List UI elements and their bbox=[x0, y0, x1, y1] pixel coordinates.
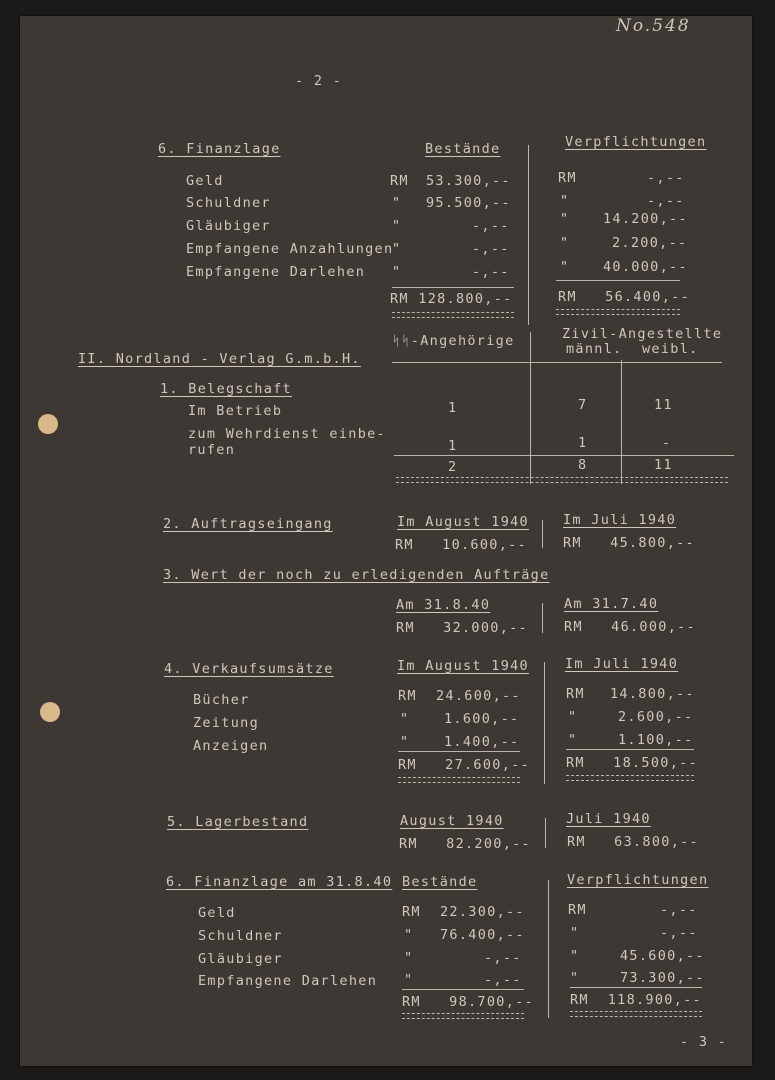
currency: " bbox=[404, 972, 414, 988]
punch-hole bbox=[40, 702, 60, 722]
value: RM 82.200,-- bbox=[399, 836, 531, 852]
header-rule bbox=[392, 362, 722, 363]
column-header: weibl. bbox=[642, 341, 699, 357]
row-label: Bücher bbox=[193, 692, 250, 708]
total-value: 11 bbox=[654, 457, 673, 473]
value: - bbox=[662, 435, 672, 451]
column-header: Zivil-Angestellte bbox=[562, 326, 723, 342]
column-header: Im Juli 1940 bbox=[563, 512, 677, 528]
double-underline bbox=[566, 775, 694, 781]
value: -,-- bbox=[472, 241, 510, 257]
value: 1 bbox=[448, 438, 458, 454]
currency: RM bbox=[566, 686, 585, 702]
row-label: zum Wehrdienst einbe- bbox=[188, 426, 386, 442]
row-label: Geld bbox=[186, 173, 224, 189]
value: 1.100,-- bbox=[618, 732, 694, 748]
currency: RM bbox=[390, 173, 409, 189]
sum-line bbox=[394, 455, 734, 456]
value: 14.200,-- bbox=[603, 211, 688, 227]
row-label: Schuldner bbox=[186, 195, 271, 211]
column-header: Im August 1940 bbox=[397, 514, 529, 530]
value: -,-- bbox=[660, 902, 698, 918]
column-header: Am 31.8.40 bbox=[396, 597, 491, 613]
total-value: 8 bbox=[578, 457, 588, 473]
column-divider bbox=[528, 145, 529, 325]
total-value: RM 27.600,-- bbox=[398, 757, 530, 773]
column-header: Im Juli 1940 bbox=[565, 656, 679, 672]
value: -,-- bbox=[647, 193, 685, 209]
section-heading: 6. Finanzlage bbox=[158, 141, 281, 157]
currency: " bbox=[568, 732, 578, 748]
column-divider bbox=[542, 520, 543, 548]
double-underline bbox=[392, 312, 514, 318]
row-label: Gläubiger bbox=[198, 951, 283, 967]
row-label: Empfangene Darlehen bbox=[198, 973, 378, 989]
double-underline bbox=[402, 1013, 524, 1019]
currency: RM bbox=[568, 902, 587, 918]
value: 1 bbox=[448, 400, 458, 416]
value: 2.600,-- bbox=[618, 709, 694, 725]
row-label: Empfangene Anzahlungen bbox=[186, 241, 394, 257]
value: RM 45.800,-- bbox=[563, 535, 695, 551]
row-label: Empfangene Darlehen bbox=[186, 264, 366, 280]
value: 7 bbox=[578, 397, 588, 413]
currency: " bbox=[560, 211, 570, 227]
value: -,-- bbox=[647, 170, 685, 186]
column-header: ᛋᛋ-Angehörige bbox=[392, 333, 515, 349]
currency: RM bbox=[398, 688, 417, 704]
value: 2.200,-- bbox=[612, 235, 688, 251]
punch-hole bbox=[38, 414, 58, 434]
double-underline bbox=[398, 777, 520, 783]
value: -,-- bbox=[472, 218, 510, 234]
currency: " bbox=[570, 925, 580, 941]
column-divider bbox=[621, 360, 622, 484]
value: 53.300,-- bbox=[426, 173, 511, 189]
total-value: RM 128.800,-- bbox=[390, 291, 513, 307]
handwritten-doc-number: No.548 bbox=[616, 16, 691, 36]
total-value: RM 118.900,-- bbox=[570, 992, 702, 1008]
column-header: Verpflichtungen bbox=[565, 134, 707, 150]
column-header: Juli 1940 bbox=[566, 811, 651, 827]
column-header: Am 31.7.40 bbox=[564, 596, 659, 612]
row-label: Schuldner bbox=[198, 928, 283, 944]
currency: " bbox=[560, 259, 570, 275]
value: -,-- bbox=[660, 925, 698, 941]
value: RM 32.000,-- bbox=[396, 620, 528, 636]
value: 73.300,-- bbox=[620, 970, 705, 986]
total-value: RM 18.500,-- bbox=[566, 755, 698, 771]
value: 1.400,-- bbox=[444, 734, 520, 750]
column-header: August 1940 bbox=[400, 813, 504, 829]
row-label: Geld bbox=[198, 905, 236, 921]
subsection-heading: 5. Lagerbestand bbox=[167, 814, 309, 830]
sum-line bbox=[392, 287, 514, 288]
subsection-heading: 4. Verkaufsumsätze bbox=[164, 661, 334, 677]
value: 76.400,-- bbox=[440, 927, 525, 943]
double-underline bbox=[396, 477, 728, 483]
value: 14.800,-- bbox=[610, 686, 695, 702]
double-underline bbox=[570, 1011, 702, 1017]
section-heading: II. Nordland - Verlag G.m.b.H. bbox=[78, 351, 361, 367]
value: 24.600,-- bbox=[436, 688, 521, 704]
row-label: Anzeigen bbox=[193, 738, 269, 754]
currency: " bbox=[400, 734, 410, 750]
currency: " bbox=[400, 711, 410, 727]
total-value: RM 98.700,-- bbox=[402, 994, 534, 1010]
subsection-heading: 3. Wert der noch zu erledigenden Aufträge bbox=[163, 567, 550, 583]
row-label: Zeitung bbox=[193, 715, 259, 731]
value: 22.300,-- bbox=[440, 904, 525, 920]
value: 1 bbox=[578, 435, 588, 451]
value: -,-- bbox=[484, 950, 522, 966]
column-divider bbox=[548, 880, 549, 1018]
column-header: Bestände bbox=[425, 141, 501, 157]
currency: " bbox=[392, 218, 402, 234]
currency: RM bbox=[402, 904, 421, 920]
value: 40.000,-- bbox=[603, 259, 688, 275]
subsection-heading: 2. Auftragseingang bbox=[163, 516, 333, 532]
currency: " bbox=[392, 195, 402, 211]
row-label: Im Betrieb bbox=[188, 403, 283, 419]
column-header: Verpflichtungen bbox=[567, 872, 709, 888]
currency: " bbox=[392, 241, 402, 257]
currency: RM bbox=[558, 170, 577, 186]
value: -,-- bbox=[484, 972, 522, 988]
row-label: rufen bbox=[188, 442, 236, 458]
column-header: Im August 1940 bbox=[397, 658, 529, 674]
section-heading: 6. Finanzlage am 31.8.40 bbox=[166, 874, 393, 890]
total-value: 2 bbox=[448, 459, 458, 475]
column-header: männl. bbox=[566, 341, 623, 357]
total-value: RM 56.400,-- bbox=[558, 289, 690, 305]
sum-line bbox=[398, 751, 520, 752]
value: 45.600,-- bbox=[620, 948, 705, 964]
currency: " bbox=[560, 193, 570, 209]
column-divider bbox=[530, 332, 531, 484]
column-divider bbox=[542, 603, 543, 633]
value: 1.600,-- bbox=[444, 711, 520, 727]
page-number: - 2 - bbox=[295, 73, 343, 89]
value: 95.500,-- bbox=[426, 195, 511, 211]
value: -,-- bbox=[472, 264, 510, 280]
sum-line bbox=[566, 749, 694, 750]
sum-line bbox=[402, 989, 524, 990]
value: 11 bbox=[654, 397, 673, 413]
column-header: Bestände bbox=[402, 874, 478, 890]
sum-line bbox=[556, 280, 680, 281]
currency: " bbox=[570, 970, 580, 986]
sum-line bbox=[570, 987, 702, 988]
double-underline bbox=[556, 309, 680, 315]
value: RM 63.800,-- bbox=[567, 834, 699, 850]
currency: " bbox=[568, 709, 578, 725]
value: RM 46.000,-- bbox=[564, 619, 696, 635]
currency: " bbox=[560, 235, 570, 251]
currency: " bbox=[570, 948, 580, 964]
value: RM 10.600,-- bbox=[395, 537, 527, 553]
currency: " bbox=[404, 950, 414, 966]
subsection-heading: 1. Belegschaft bbox=[160, 381, 292, 397]
next-page-number: - 3 - bbox=[680, 1034, 728, 1050]
currency: " bbox=[404, 927, 414, 943]
currency: " bbox=[392, 264, 402, 280]
column-divider bbox=[544, 662, 545, 784]
row-label: Gläubiger bbox=[186, 218, 271, 234]
column-divider bbox=[545, 818, 546, 848]
